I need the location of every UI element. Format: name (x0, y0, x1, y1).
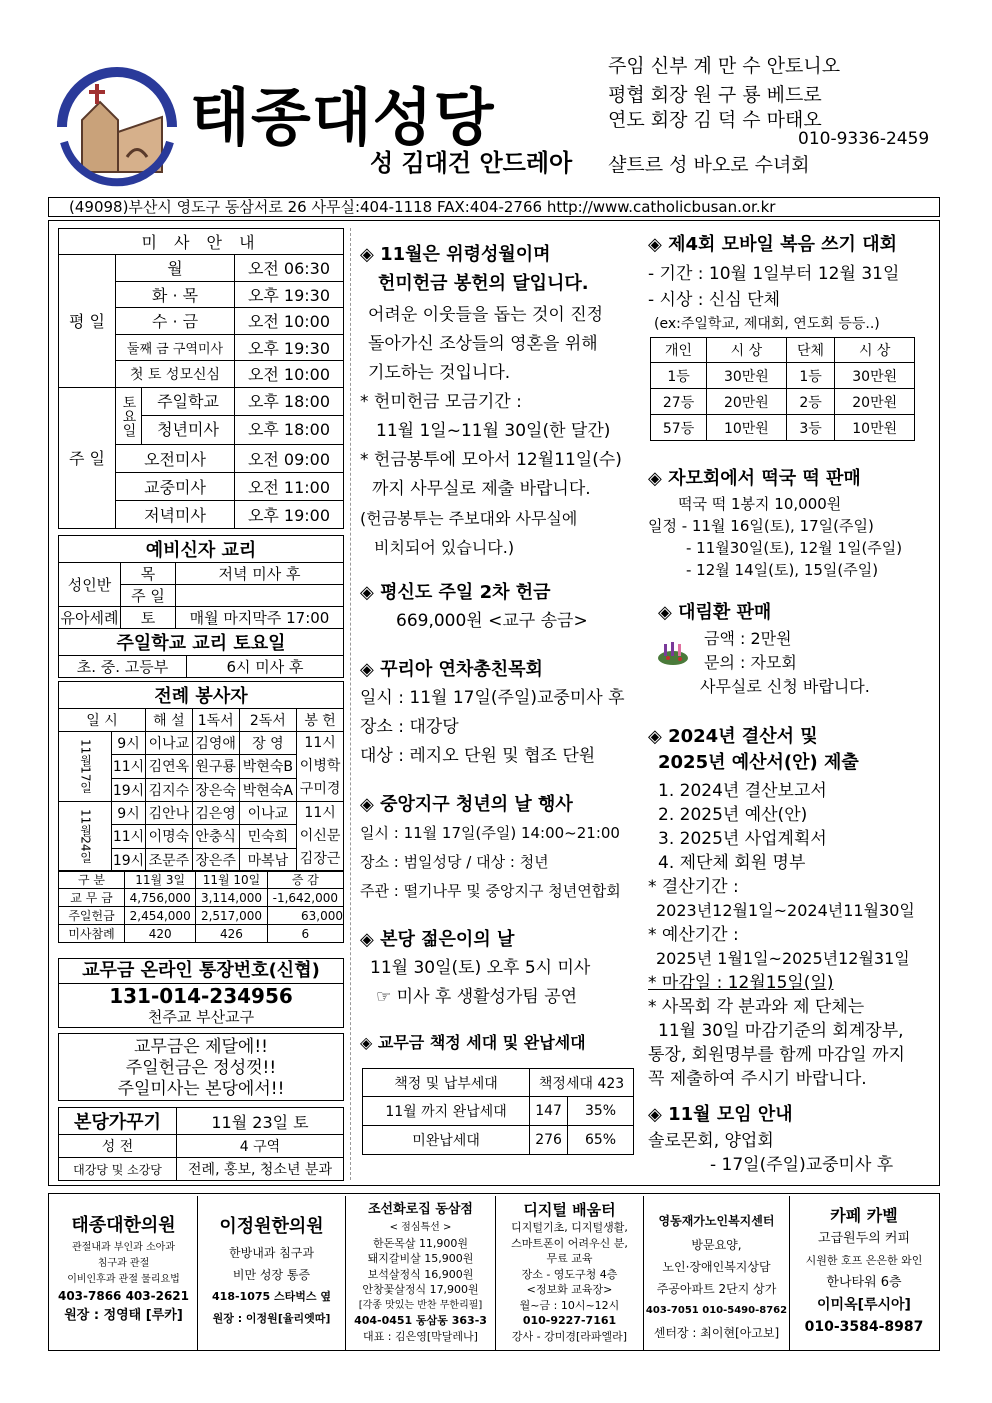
notice-title: ◈ 평신도 주일 2차 헌금 (360, 582, 551, 603)
school-time: 6시 미사 후 (187, 656, 344, 678)
notice-title: ◈ 11월은 위령성월이며 (360, 244, 551, 265)
ad-owner: 원장 : 이정원[율리엣따] (212, 1312, 331, 1325)
offering-time: 11시 (304, 805, 336, 821)
server: 김연옥 (146, 755, 193, 778)
server: 박현숙B (239, 755, 297, 778)
server: 장은주 (192, 848, 239, 871)
notice-line: (ex:주일학교, 제대회, 연도회 등등..) (654, 316, 880, 332)
col-header: 증 감 (267, 871, 343, 889)
notice-line: 대상 : 레지오 단원 및 협조 단원 (360, 746, 596, 766)
notice-title: ◈ 교무금 책정 세대 및 완납세대 (360, 1033, 586, 1052)
notice-title: ◈ 중앙지구 청년의 날 행사 (360, 794, 573, 815)
ad-line: 한나타워 6층 (826, 1275, 902, 1290)
catechumen-table (58, 535, 344, 629)
notice-line: 통장, 회원명부를 함께 마감일 까지 (648, 1045, 905, 1065)
col-header: 11월 3일 (125, 871, 196, 889)
wreath-icon (656, 638, 690, 666)
mass-time: 오후 19:00 (235, 500, 344, 528)
bank-title: 교무금 온라인 통장번호(신협) (59, 959, 343, 984)
ad-line: 한방내과 침구과 (229, 1246, 314, 1260)
ad-line: 침구과 관절 (97, 1258, 150, 1269)
mass-time: 오전 10:00 (235, 308, 344, 335)
ad-taejongdae-clinic (50, 1196, 198, 1350)
finance-table (58, 870, 344, 943)
notice-title: ◈ 2024년 결산서 및 (648, 726, 818, 747)
col-header: 2독서 (239, 709, 297, 732)
pastor: 주임 신부 계 만 수 안토니오 (608, 55, 841, 77)
notice-line: 일정 - 11월 16일(토), 17일(주일) (648, 517, 874, 535)
ad-title: 이정원한의원 (219, 1216, 324, 1237)
ad-care-center (644, 1196, 790, 1350)
rank: 2등 (786, 389, 835, 415)
ad-line: 시원한 호프 은은한 와인 (805, 1254, 923, 1267)
ad-line: 한돈목살 11,900원 (372, 1236, 469, 1250)
class-time: 매월 마지막주 17:00 (176, 607, 344, 629)
notice-curia (360, 655, 645, 771)
ad-line: 안창꽃살정식 17,900원 (362, 1283, 479, 1296)
time: 19시 (112, 778, 146, 801)
ad-phone: 403-7866 403-2621 (57, 1289, 190, 1303)
notice-title: 헌미헌금 봉헌의 달입니다. (378, 273, 589, 294)
prize: 20만원 (835, 389, 915, 415)
notice-line: 11월 1일~11월 30일(한 달간) (376, 421, 611, 441)
notice-meetings (648, 1100, 933, 1177)
col-header: 일 시 (59, 709, 146, 732)
ad-title: 조선화로집 동삼점 (368, 1202, 473, 1217)
row-label: 교 무 금 (59, 889, 125, 907)
notice-line: * 헌미헌금 모금기간 : (360, 392, 522, 412)
ad-line: < 점심특선 > (389, 1222, 452, 1233)
prize: 30만원 (835, 363, 915, 389)
ad-line: <정보화 교육장> (526, 1283, 613, 1296)
time: 9시 (112, 732, 146, 755)
yeondo-president: 연도 회장 김 덕 수 마태오 (608, 109, 822, 131)
notice-title: ◈ 대림환 판매 (658, 602, 772, 623)
notice-line: - 17일(주일)교중미사 후 (710, 1155, 894, 1175)
church-logo (52, 62, 182, 192)
notice-line: 까지 사무실로 제출 바랍니다. (372, 479, 591, 499)
ad-owner: 센터장 : 최이현[아고보] (653, 1326, 780, 1340)
ad-line: 이비인후과 관절 물리요법 (67, 1274, 180, 1285)
notice-line: 장소 : 대강당 (360, 717, 459, 737)
council-president: 평협 회장 원 구 룡 베드로 (608, 84, 822, 106)
ad-line: 방문요양, (691, 1238, 742, 1252)
address-bar: (49098)부산시 영도구 동삼서로 26 사무실:404-1118 FAX:404-2766 http://www.catholicbusan.or.kr (48, 197, 940, 217)
notice-line: - 12월 14일(토), 15일(주일) (686, 561, 879, 579)
amount: 3,114,000 (196, 889, 267, 907)
ad-phone: 010-3584-8987 (804, 1319, 924, 1335)
amount: -1,642,000 (267, 889, 343, 907)
class-time: 저녁 미사 후 (176, 563, 344, 585)
notice-line: * 예산기간 : (648, 925, 739, 945)
mass-schedule (58, 228, 344, 529)
prize: 10만원 (835, 415, 915, 441)
notice-line: 2. 2025년 예산(안) (658, 805, 808, 825)
mass-time: 오전 06:30 (235, 255, 344, 282)
notice-line: 비치되어 있습니다.) (374, 538, 515, 557)
amount: 6 (267, 925, 343, 943)
server: 장은숙 (192, 778, 239, 801)
notice-line: 장소 : 범일성당 / 대상 : 청년 (360, 853, 549, 871)
server: 이명숙 (146, 825, 193, 848)
ad-owner: 원장 : 정영태 [루카] (64, 1308, 183, 1323)
time: 19시 (112, 848, 146, 871)
sunday-school-title: 주일학교 교리 토요일 (59, 629, 344, 656)
notice-line: 돌아가신 조상들의 영혼을 위해 (368, 334, 598, 354)
notice-line: 2025년 1월1일~2025년12월31일 (656, 949, 910, 968)
rank: 27등 (651, 389, 707, 415)
notice-line: 11월 30일 마감기준의 회계장부, (658, 1021, 904, 1041)
amount: 4,756,000 (125, 889, 196, 907)
amount: 2,517,000 (196, 907, 267, 925)
class-day: 토 (121, 607, 176, 629)
notice-line: 11월 30일(토) 오후 5시 미사 (370, 958, 591, 978)
prize: 30만원 (707, 363, 787, 389)
notice-title: 2025년 예산서(안) 제출 (658, 752, 859, 773)
notice-line: 문의 : 자모회 (704, 653, 797, 672)
col-header: 시 상 (835, 338, 915, 363)
notice-title: ◈ 자모회에서 떡국 떡 판매 (648, 468, 861, 489)
notice-line: 3. 2025년 사업계획서 (658, 829, 827, 849)
ad-line: 장소 - 영도구청 4층 (521, 1267, 618, 1281)
col-header: 봉 헌 (297, 709, 344, 732)
rank: 1등 (651, 363, 707, 389)
notice-line: 2023년12월1일~2024년11월30일 (656, 901, 915, 920)
notice-line: 사무실로 신청 바랍니다. (700, 677, 870, 696)
ad-title: 디지털 배움터 (523, 1201, 616, 1219)
ad-title: 영동재가노인복지센터 (658, 1214, 775, 1228)
ad-joseon-hwaro (346, 1196, 496, 1350)
time: 11시 (112, 825, 146, 848)
ad-phone: 010-9227-7161 (522, 1314, 617, 1327)
server: 안충식 (192, 825, 239, 848)
catechumen-title: 예비신자 교리 (59, 536, 344, 563)
mass-day: 둘째 금 구역미사 (116, 334, 235, 361)
liturgy-servers-table (58, 681, 344, 872)
notice-memorial-month (360, 240, 645, 562)
col-header: 단체 (786, 338, 835, 363)
ad-owner: 대표 : 김은영[막달레나] (363, 1329, 478, 1343)
notice-rice-cake (648, 464, 933, 581)
notice-line: 금액 : 2만원 (704, 629, 792, 648)
church-name: 태종대성당 (190, 81, 495, 154)
notice-line: 어려운 이웃들을 돕는 것이 진정 (368, 305, 604, 325)
notice-young-people (360, 925, 645, 1012)
bank-account-box (58, 958, 344, 1028)
decor-place: 대강당 및 소강당 (59, 1158, 177, 1181)
mass-time: 오전 09:00 (235, 444, 344, 472)
ad-title: 카페 카벨 (830, 1206, 898, 1225)
household-count: 147 (530, 1097, 568, 1126)
server: 김은영 (192, 802, 239, 825)
ad-owner: 이미옥[루시아] (817, 1297, 911, 1313)
percentage: 65% (568, 1126, 634, 1155)
ad-phone: 418-1075 스타벅스 옆 (212, 1290, 331, 1303)
sunday-school-table (58, 628, 344, 678)
mass-time: 오후 19:30 (235, 334, 344, 361)
ad-line: 무료 교육 (546, 1252, 593, 1265)
mass-day: 화 · 목 (116, 281, 235, 308)
notice-title: ◈ 제4회 모바일 복음 쓰기 대회 (648, 234, 897, 255)
weekday-label: 평 일 (59, 255, 116, 388)
motto-box (58, 1033, 344, 1101)
ad-title: 태종대한의원 (71, 1215, 176, 1236)
time: 11시 (112, 755, 146, 778)
notice-line: 669,000원 <교구 송금> (396, 611, 588, 631)
mass-time: 오후 19:30 (235, 281, 344, 308)
sisters: 샬트르 성 바오로 수녀회 (608, 154, 810, 176)
ad-line: 주공아파트 2단지 상가 (656, 1282, 777, 1296)
account-number: 131-014-234956 (109, 984, 293, 1008)
mass-time: 오후 18:00 (247, 419, 331, 439)
notice-advent-wreath (648, 598, 933, 699)
notice-line: 4. 제단체 회원 명부 (658, 853, 806, 873)
col-header: 시 상 (707, 338, 787, 363)
notice-line: ☞ 미사 후 생활성가팀 공연 (376, 987, 578, 1007)
deadline-line: * 마감일 : 12월15일(일) (648, 973, 834, 993)
ad-line: 스마트폰이 어려우신 분, (511, 1236, 628, 1250)
account-owner: 천주교 부산교구 (147, 1008, 255, 1026)
time: 9시 (112, 802, 146, 825)
mass-day: 월 (116, 255, 235, 282)
mass-day: 첫 토 성모신심 (116, 361, 235, 388)
notice-line: 일시 : 11월 17일(주일) 14:00~21:00 (360, 824, 620, 842)
server: 김장근 (299, 851, 341, 867)
motto-line: 주일헌금은 정성껏!! (125, 1058, 277, 1078)
motto-line: 교무금은 제달에!! (134, 1037, 268, 1057)
mass-time: 오전 10:00 (235, 361, 344, 388)
motto-line: 주일미사는 본당에서!! (117, 1079, 285, 1099)
ad-line: [각종 맛있는 반찬 무한리필] (358, 1299, 483, 1311)
mass-day: 오전미사 (116, 444, 235, 472)
saturday-label: 토요일 (116, 388, 142, 444)
decoration-table (58, 1107, 344, 1181)
class-day: 목 (121, 563, 176, 585)
offering-time: 11시 (304, 735, 336, 751)
rank: 1등 (786, 363, 835, 389)
liturgy-title: 전례 봉사자 (59, 682, 344, 709)
notice-laity-sunday (360, 578, 645, 636)
mass-time: 오후 18:00 (235, 388, 343, 416)
infant-baptism: 유아세례 (59, 607, 121, 629)
row-label: 미완납세대 (363, 1126, 530, 1155)
percentage: 35% (568, 1097, 634, 1126)
ad-line: 비만 성장 통증 (232, 1268, 311, 1282)
ad-line: 노인·장애인복지상담 (662, 1260, 771, 1274)
ad-line: 관절내과 부인과 소아과 (72, 1242, 175, 1253)
notice-line: * 헌금봉투에 모아서 12월11일(수) (360, 450, 622, 470)
ad-line: 고급원두의 커피 (817, 1231, 911, 1246)
notice-line: * 사목회 각 분과와 제 단체는 (648, 997, 865, 1017)
server: 마복남 (239, 848, 297, 871)
server: 장 영 (239, 732, 297, 755)
server: 원구룡 (192, 755, 239, 778)
decor-place: 성 전 (59, 1135, 177, 1158)
mass-day: 교중미사 (116, 472, 235, 500)
notice-line: - 기간 : 10월 1일부터 12월 31일 (648, 264, 900, 284)
row-label: 주일헌금 (59, 907, 125, 925)
amount: 420 (125, 925, 196, 943)
notice-youth-day (360, 790, 645, 906)
mass-day: 주일학교 (142, 388, 234, 416)
notice-line: 떡국 떡 1봉지 10,000원 (678, 495, 842, 513)
notice-line: 주관 : 떨기나무 및 중앙지구 청년연합회 (360, 882, 621, 900)
row-label: 11월 까지 완납세대 (363, 1097, 530, 1126)
prize-table (650, 337, 915, 441)
date-label: 11월17일 (59, 732, 112, 802)
rank: 57등 (651, 415, 707, 441)
server: 이나교 (239, 802, 297, 825)
col-header: 11월 10일 (196, 871, 267, 889)
ad-cafe-kabel (790, 1196, 938, 1350)
notice-dues (360, 1030, 645, 1056)
ad-leejungwon-clinic (198, 1196, 346, 1350)
server: 박현숙A (239, 778, 297, 801)
col-header: 구 분 (59, 871, 125, 889)
server: 조문주 (146, 848, 193, 871)
server: 이신문 (299, 828, 341, 844)
patron-saint: 성 김대건 안드레아 (370, 149, 573, 177)
mass-title: 미 사 안 내 (59, 229, 344, 255)
mass-day: 청년미사 (157, 419, 219, 439)
col-header: 해 설 (146, 709, 193, 732)
amount: 63,000 (267, 907, 343, 925)
col-header: 책정세대 423 (530, 1069, 634, 1097)
decor-date: 11월 23일 토 (177, 1108, 344, 1135)
school-grades: 초. 중. 고등부 (59, 656, 187, 678)
ad-line: 돼지갈비살 15,900원 (367, 1252, 474, 1265)
notice-line: 기도하는 것입니다. (368, 363, 511, 383)
notice-line: (헌금봉투는 주보대와 사무실에 (360, 509, 578, 528)
server: 구미경 (299, 781, 341, 797)
server: 김영애 (192, 732, 239, 755)
row-label: 미사참례 (59, 925, 125, 943)
ad-phone: 404-0451 동삼동 363-3 (354, 1314, 487, 1327)
notice-gospel-writing (648, 232, 933, 335)
notice-budget (648, 724, 933, 1091)
class-day: 주 일 (121, 585, 176, 607)
notice-title: ◈ 본당 젊은이의 날 (360, 929, 515, 950)
notice-line: 꼭 제출하여 주시기 바랍니다. (648, 1069, 867, 1089)
server: 김지수 (146, 778, 193, 801)
server: 이병학 (299, 758, 341, 774)
notice-title: ◈ 11월 모임 안내 (648, 1104, 793, 1125)
ad-digital-learning (496, 1196, 644, 1350)
server: 민숙희 (239, 825, 297, 848)
prize: 10만원 (707, 415, 787, 441)
ad-line: 월~금 : 10시~12시 (519, 1298, 620, 1312)
column-divider (350, 228, 351, 1180)
mass-day: 수 · 금 (116, 308, 235, 335)
col-header: 개인 (651, 338, 707, 363)
notice-line: 1. 2024년 결산보고서 (658, 781, 827, 801)
notice-line: - 11월30일(토), 12월 1일(주일) (686, 539, 903, 557)
notice-line: * 결산기간 : (648, 877, 739, 897)
ad-owner: 강사 - 강미경[라파엘라] (511, 1329, 628, 1343)
yeondo-phone: 010-9336-2459 (798, 129, 930, 149)
mass-time: 오전 11:00 (235, 472, 344, 500)
notice-line: 일시 : 11월 17일(주일)교중미사 후 (360, 688, 625, 708)
decor-title: 본당가꾸기 (59, 1108, 177, 1135)
ad-line: 디지털기초, 디지털생활, (511, 1221, 628, 1234)
rank: 3등 (786, 415, 835, 441)
decor-group: 4 구역 (177, 1135, 344, 1158)
date-label: 11월24일 (59, 802, 112, 872)
notice-title: ◈ 꾸리아 연차총친목회 (360, 659, 543, 680)
decor-group: 전례, 홍보, 청소년 분과 (177, 1158, 344, 1181)
adult-class: 성인반 (59, 563, 121, 607)
staff-list (608, 52, 929, 180)
col-header: 책정 및 납부세대 (363, 1069, 530, 1097)
amount: 2,454,000 (125, 907, 196, 925)
mass-day: 저녁미사 (116, 500, 235, 528)
sunday-label: 주 일 (59, 387, 116, 528)
server: 이나교 (146, 732, 193, 755)
prize: 20만원 (707, 389, 787, 415)
server: 김안나 (146, 802, 193, 825)
household-count: 276 (530, 1126, 568, 1155)
ad-phone: 403-7051 010-5490-8762 (645, 1305, 788, 1316)
amount: 426 (196, 925, 267, 943)
notice-line: - 시상 : 신심 단체 (648, 290, 781, 310)
ad-line: 보석살정식 16,900원 (367, 1267, 474, 1281)
col-header: 1독서 (192, 709, 239, 732)
dues-table (362, 1068, 634, 1155)
notice-line: 솔로몬회, 양업회 (648, 1131, 774, 1151)
